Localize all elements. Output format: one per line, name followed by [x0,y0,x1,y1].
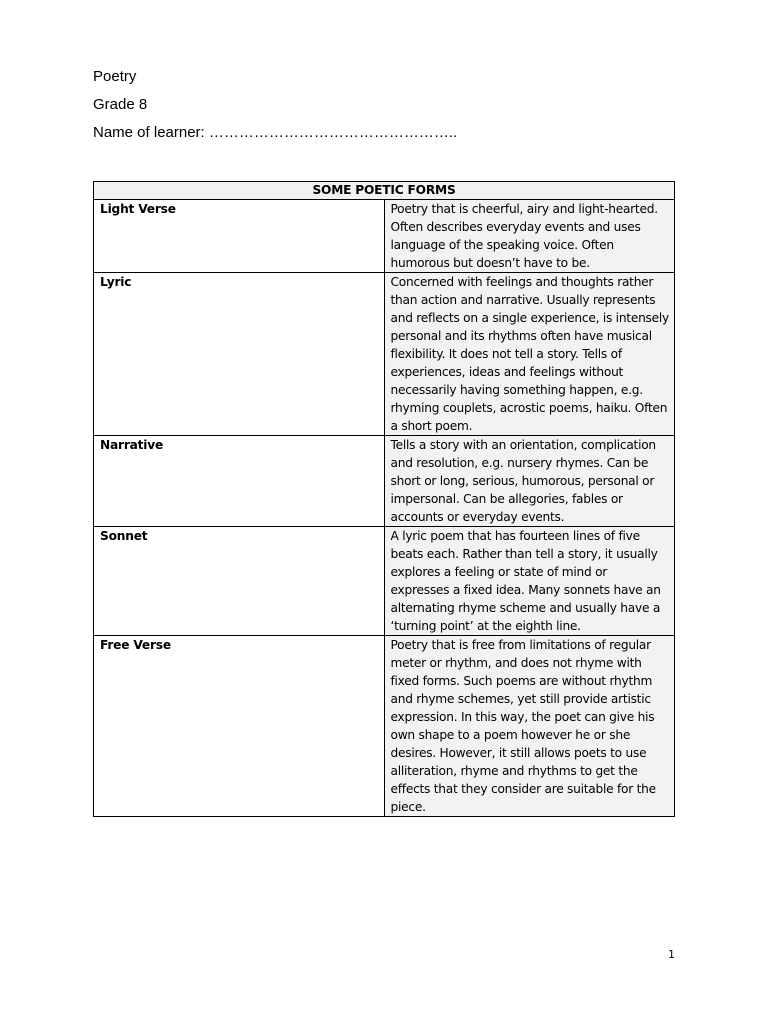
table-title: SOME POETIC FORMS [94,182,675,200]
learner-name-line: Name of learner: ………………………………………….. [93,124,458,141]
form-term: Lyric [94,273,385,436]
table-title-row [94,182,675,200]
form-term: Narrative [94,436,385,527]
form-description: Concerned with feelings and thoughts rather than action and narrative. Usually represents and reflects on a single experience, is intensely personal and its rhythms often have musical flexibility. It does not tell a story. Tells of experiences, ideas and feelings without necessarily having something happen, e.g. rhyming couplets, acrostic poems, haiku. Often a short poem. [384,273,675,436]
table-row [94,636,675,817]
form-description: A lyric poem that has fourteen lines of five beats each. Rather than tell a story, it usually explores a feeling or state of mind or expresses a fixed idea. Many sonnets have an alternating rhyme scheme and usually have a ‘turning point’ at the eighth line. [384,527,675,636]
table-row [94,273,675,436]
form-description: Poetry that is free from limitations of regular meter or rhythm, and does not rhyme with fixed forms. Such poems are without rhythm and rhyme schemes, yet still provide artistic expression. In this way, the poet can give his own shape to a poem however he or she desires. However, it still allows poets to use alliteration, rhyme and rhythms to get the effects that they consider are suitable for the piece. [384,636,675,817]
document-subject: Poetry [93,68,137,85]
document-grade: Grade 8 [93,96,148,113]
table-row [94,200,675,273]
page-number: 1 [668,948,675,961]
poetic-forms-table [93,181,675,817]
form-description: Tells a story with an orientation, complication and resolution, e.g. nursery rhymes. Can be short or long, serious, humorous, personal or impersonal. Can be allegories, fables or accounts or everyday events. [384,436,675,527]
table-row [94,436,675,527]
table-row [94,527,675,636]
form-term: Sonnet [94,527,385,636]
form-description: Poetry that is cheerful, airy and light-hearted. Often describes everyday events and uses language of the speaking voice. Often humorous but doesn’t have to be. [384,200,675,273]
form-term: Light Verse [94,200,385,273]
form-term: Free Verse [94,636,385,817]
